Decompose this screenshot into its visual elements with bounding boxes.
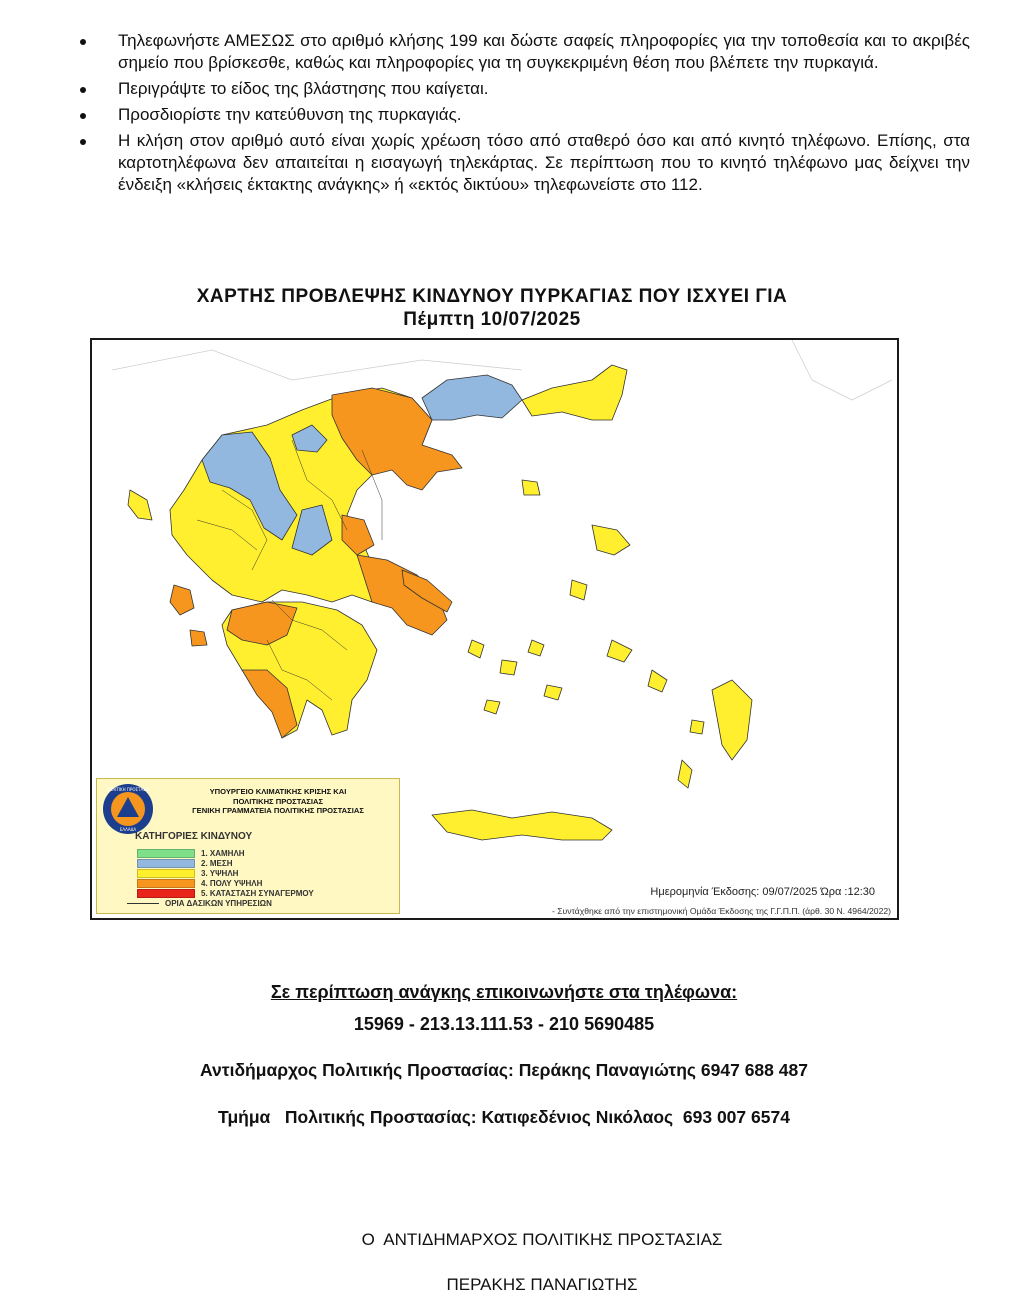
category-low: 1. ΧΑΜΗΛΗ (137, 849, 314, 859)
bullet-icon (80, 139, 86, 145)
signature-name: ΠΕΡΑΚΗΣ ΠΑΝΑΓΙΩΤΗΣ (446, 1275, 638, 1294)
map-legend (96, 778, 400, 914)
map-title: ΧΑΡΤΗΣ ΠΡΟΒΛΕΨΗΣ ΚΙΝΔΥΝΟΥ ΠΥΡΚΑΓΙΑΣ ΠΟΥ ΙΣΧΥΕΙ ΓΙΑ (196, 286, 788, 307)
instruction-item: Η κλήση στον αριθμό αυτό είναι χωρίς χρέωση τόσο από σταθερό όσο και από κινητό τηλέφωνο. Επίσης, στα καρτοτηλέφωνα δεν απαιτείται η εισαγωγή τηλεκάρτας. Σε περίπτωση που το κινητό τηλέφωνο μας δείχνει την ένδειξη «κλήσεις έκτακτης ανάγκης» ή «εκτός δικτύου» τηλεφωνείστε στο 112. (78, 130, 970, 196)
category-high: 3. ΥΨΗΛΗ (137, 869, 314, 879)
categories-title: ΚΑΤΗΓΟΡΙΕΣ ΚΙΝΔΥΝΟΥ (135, 831, 253, 842)
bullet-icon (80, 87, 86, 93)
department-contact: Τμήμα Πολιτικής Προστασίας: Κατιφεδένιος Νικόλαος 693 007 6574 (218, 1107, 790, 1127)
risk-categories (137, 849, 314, 898)
color-swatch (137, 859, 195, 868)
instruction-item: Περιγράψτε το είδος της βλάστησης που καίγεται. (78, 78, 970, 100)
instruction-item: Προσδιορίστε την κατεύθυνση της πυρκαγιάς. (78, 104, 970, 126)
category-medium: 2. ΜΕΣΗ (137, 859, 314, 869)
bullet-icon (80, 113, 86, 119)
color-swatch (137, 889, 195, 898)
civil-protection-logo-icon (102, 783, 154, 835)
deputy-mayor-contact: Αντιδήμαρχος Πολιτικής Προστασίας: Περάκης Παναγιώτης 6947 688 487 (200, 1060, 808, 1080)
ministry-name: ΥΠΟΥΡΓΕΙΟ ΚΛΙΜΑΤΙΚΗΣ ΚΡΙΣΗΣ ΚΑΙ ΠΟΛΙΤΙΚΗΣ ΠΡΟΣΤΑΣΙΑΣ ΓΕΝΙΚΗ ΓΡΑΜΜΑΤΕΙΑ ΠΟΛΙΤΙΚΗΣ ΠΡΟΣΤΑΣΙΑΣ (192, 787, 364, 815)
boundary-legend: ΟΡΙΑ ΔΑΣΙΚΩΝ ΥΠΗΡΕΣΙΩΝ (127, 899, 272, 908)
color-swatch (137, 849, 195, 858)
emergency-heading: Σε περίπτωση ανάγκης επικοινωνήστε στα τηλέφωνα: (270, 982, 738, 1002)
instructions-list (78, 30, 970, 200)
signature-role: Ο ΑΝΤΙΔΗΜΑΡΧΟΣ ΠΟΛΙΤΙΚΗΣ ΠΡΟΣΤΑΣΙΑΣ (361, 1230, 723, 1249)
issue-date: Ημερομηνία Έκδοσης: 09/07/2025 Ώρα :12:30 (650, 886, 875, 898)
color-swatch (137, 869, 195, 878)
boundary-line-icon (127, 903, 159, 904)
map-date: Πέμπτη 10/07/2025 (403, 309, 581, 330)
category-alarm: 5. ΚΑΤΑΣΤΑΣΗ ΣΥΝΑΓΕΡΜΟΥ (137, 888, 314, 898)
category-very-high: 4. ΠΟΛΥ ΥΨΗΛΗ (137, 878, 314, 888)
color-swatch (137, 879, 195, 888)
instruction-item: Τηλεφωνήστε ΑΜΕΣΩΣ στο αριθμό κλήσης 199 και δώστε σαφείς πληροφορίες για την τοποθεσία και το ακριβές σημείο που βρίσκεσθε, καθώς και πληροφορίες για τη συγκεκριμένη θέση που βλέπετε την πυρκαγιά. (78, 30, 970, 74)
compiled-note: - Συντάχθηκε από την επιστημονική Ομάδα Έκδοσης της Γ.Γ.Π.Π. (άρθ. 30 Ν. 4964/2022) (551, 906, 891, 916)
logo-subtext: ΕΛΛΑΔΑ (119, 827, 137, 832)
bullet-icon (80, 39, 86, 45)
logo-text: ΠΟΛΙΤΙΚΗ ΠΡΟΣΤΑΣΙΑ (106, 787, 150, 792)
emergency-phones: 15969 - 213.13.111.53 - 210 5690485 (353, 1014, 655, 1034)
fire-risk-map (90, 338, 899, 920)
